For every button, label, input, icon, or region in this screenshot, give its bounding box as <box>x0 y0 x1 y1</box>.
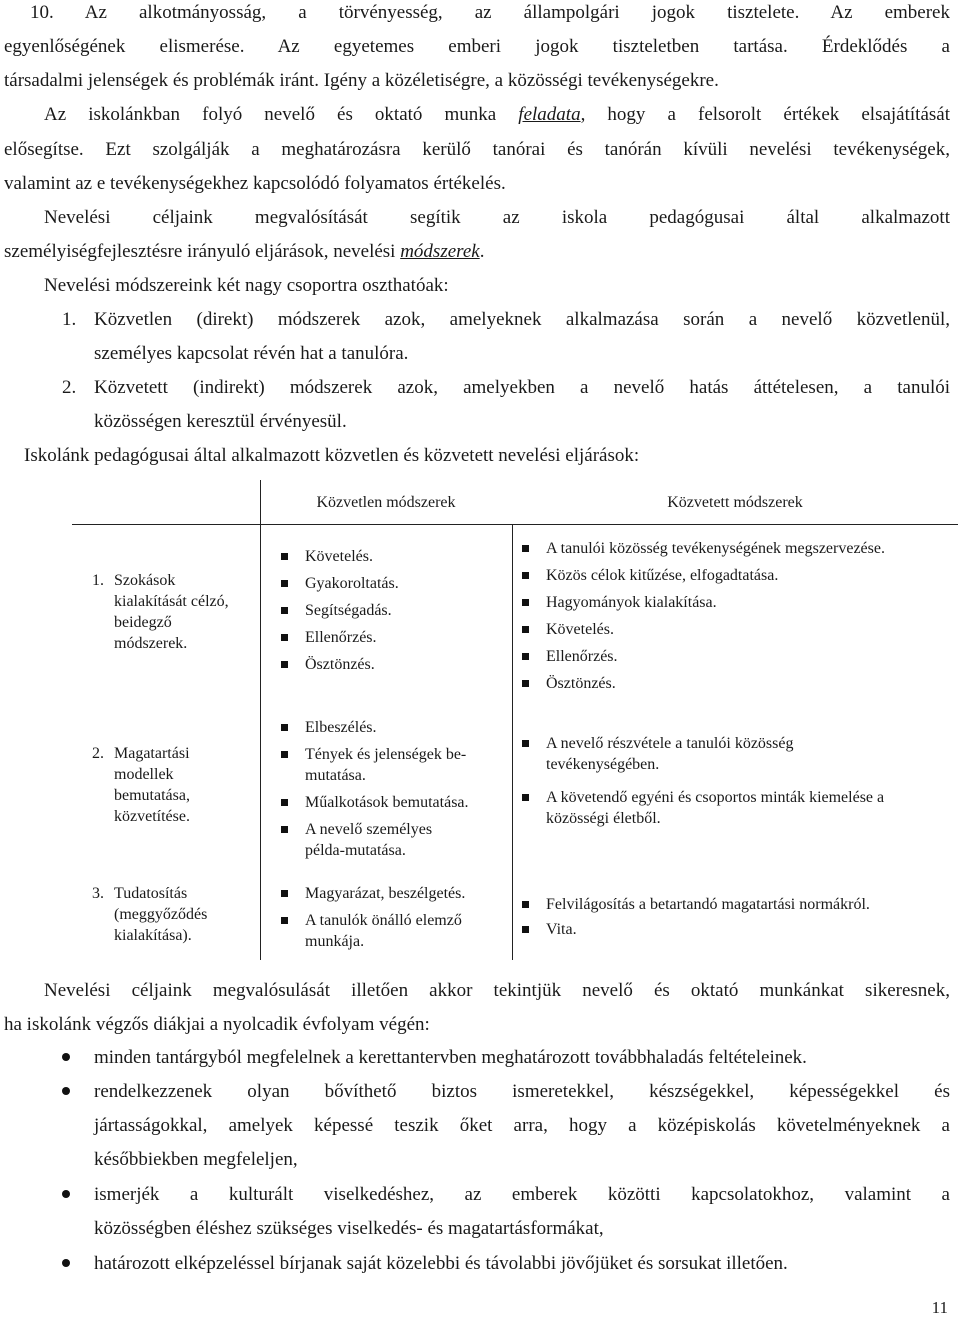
intro-line-4 <box>44 104 950 126</box>
row-label-text <box>114 743 264 827</box>
list-item: Magyarázat, beszélgetés. <box>277 883 512 904</box>
list-item: A tanulói közösség tevékenységének megszervezése. <box>518 538 958 559</box>
intro-line-3: társadalmi jelenségek és problémák iránt. Igény a közéletiségre, a közösségi tevékenységekre. <box>4 70 719 91</box>
label-line: (meggyőződés <box>114 906 208 923</box>
list-item: Közös célok kitűzése, elfogadtatása. <box>518 565 958 586</box>
list-item: Tények és jelenségek be- mutatása. <box>277 744 512 786</box>
text-span: Ezt szolgálják a meghatározásra kerülő tanórai és tanórán kívüli nevelési tevékenységek, <box>83 139 950 160</box>
list-item: A követendő egyéni és csoportos minták kiemelése a közösségi életből. <box>518 787 958 829</box>
list-item: Ösztönzés. <box>518 673 958 694</box>
numbered-item-1-line-1: Közvetlen (direkt) módszerek azok, amelyeknek alkalmazása során a nevelő közvetlenül, <box>94 309 950 330</box>
numbered-item-1-line-2: személyes kapcsolat révén hat a tanulóra. <box>94 343 409 364</box>
label-line: modellek <box>114 766 174 783</box>
bullet-2-line-2: jártasságokkal, amelyek képessé teszik őket arra, hogy a középiskolás követelményeknek a <box>94 1115 950 1136</box>
emphasis-feladata: feladata <box>518 104 581 125</box>
row-label-text <box>114 883 264 946</box>
list-item: Vita. <box>518 919 958 940</box>
closing-line-2: ha iskolánk végzős diákjai a nyolcadik évfolyam végén: <box>4 1014 430 1035</box>
intro-line-9: Nevelési módszereink két nagy csoportra oszthatóak: <box>44 275 449 296</box>
label-line: Magatartási <box>114 745 190 762</box>
table-divider <box>72 524 958 525</box>
numbered-item-2-line-1: Közvetett (indirekt) módszerek azok, amelyekben a nevelő hatás áttételesen, a tanulói <box>94 377 950 398</box>
list-item: Ellenőrzés. <box>277 627 507 648</box>
intro-line-6: valamint az e tevékenységekhez kapcsolódó folyamatos értékelés. <box>4 173 506 194</box>
list-item: Hagyományok kialakítása. <box>518 592 958 613</box>
numbered-item-2-number: 2. <box>62 377 77 398</box>
list-item: Segítségadás. <box>277 600 507 621</box>
bullet-dot <box>62 1259 70 1267</box>
bullet-1-line-1: minden tantárgyból megfelelnek a kerettantervben meghatározott továbbhaladás feltételeinek. <box>94 1047 807 1068</box>
bullet-2-line-1: rendelkezzenek olyan bővíthető biztos ismeretekkel, készségekkel, képességekkel és <box>94 1081 950 1102</box>
bullet-2-line-3: későbbiekben megfeleljen, <box>94 1149 298 1170</box>
text-span: elősegítse. <box>4 139 84 160</box>
list-item: A tanulók önálló elemző munkája. <box>277 910 512 952</box>
list-item: A nevelő személyes példa-mutatása. <box>277 819 512 861</box>
list-item: Ösztönzés. <box>277 654 507 675</box>
header-direct-methods: Közvetlen módszerek <box>316 494 456 511</box>
table-caption: Iskolánk pedagógusai által alkalmazott közvetlen és közvetett nevelési eljárások: <box>24 445 640 466</box>
row-2-indirect <box>518 733 958 829</box>
text-span: . <box>479 241 485 262</box>
intro-line-5 <box>4 139 950 161</box>
numbered-item-1-number: 1. <box>62 309 77 330</box>
label-line: közvetítése. <box>114 808 190 825</box>
row-1-indirect <box>518 538 958 694</box>
text-span: , hogy a felsorolt értékek elsajátítását <box>580 104 950 125</box>
label-line: módszerek. <box>114 635 188 652</box>
bullet-dot <box>62 1190 70 1198</box>
row-3-direct <box>277 883 512 952</box>
label-line: kialakítása). <box>114 927 192 944</box>
text-span: Az iskolánkban folyó nevelő és oktató munka <box>44 104 519 125</box>
bullet-dot <box>62 1087 70 1095</box>
label-line: Tudatosítás <box>114 885 188 902</box>
list-item: Követelés. <box>518 619 958 640</box>
intro-line-1: 10. Az alkotmányosság, a törvényesség, az állampolgári jogok tisztelete. Az emberek <box>30 2 950 23</box>
header-indirect-methods: Közvetett módszerek <box>667 494 803 511</box>
list-item: A nevelő részvétele a tanulói közösség tevékenységében. <box>518 733 958 775</box>
list-item: Követelés. <box>277 546 507 567</box>
row-label-text <box>114 570 264 654</box>
row-number: 3. <box>92 885 104 902</box>
list-item: Ellenőrzés. <box>518 646 958 667</box>
list-item: Gyakoroltatás. <box>277 573 507 594</box>
bullet-3-line-2: közösségben éléshez szükséges viselkedés- és magatartásformákat, <box>94 1218 604 1239</box>
list-item: Felvilágosítás a betartandó magatartási normákról. <box>518 894 958 915</box>
label-line: kialakítását célzó, <box>114 593 229 610</box>
list-item: Elbeszélés. <box>277 717 512 738</box>
bullet-dot <box>62 1053 70 1061</box>
numbered-item-2-line-2: közösségen keresztül érvényesül. <box>94 411 347 432</box>
text-span: személyiségfejlesztésre irányuló eljárások, nevelési <box>4 241 401 262</box>
label-line: Szokások <box>114 572 176 589</box>
intro-line-2: egyenlőségének elismerése. Az egyetemes emberi jogok tiszteletben tartása. Érdeklődés a <box>4 36 950 57</box>
emphasis-modszerek: módszerek <box>400 241 480 262</box>
row-number: 2. <box>92 745 104 762</box>
row-3-indirect <box>518 894 958 940</box>
label-line: bemutatása, <box>114 787 190 804</box>
row-number: 1. <box>92 572 104 589</box>
page-number: 11 <box>931 1298 948 1317</box>
table-divider <box>512 524 513 960</box>
row-1-direct <box>277 546 507 675</box>
bullet-3-line-1: ismerjék a kulturált viselkedéshez, az emberek közötti kapcsolatokhoz, valamint a <box>94 1184 950 1205</box>
bullet-4-line-1: határozott elképzeléssel bírjanak saját közelebbi és távolabbi jövőjüket és sorsukat illetően. <box>94 1253 788 1274</box>
closing-line-1: Nevelési céljaink megvalósulását illetően akkor tekintjük nevelő és oktató munkánkat sikeresnek, <box>44 980 950 1001</box>
list-item: Műalkotások bemutatása. <box>277 792 512 813</box>
intro-line-7: Nevelési céljaink megvalósítását segítik az iskola pedagógusai által alkalmazott <box>44 207 950 228</box>
row-2-direct <box>277 717 512 861</box>
methods-table <box>72 480 960 960</box>
label-line: beidegző <box>114 614 172 631</box>
intro-line-8 <box>4 241 484 263</box>
